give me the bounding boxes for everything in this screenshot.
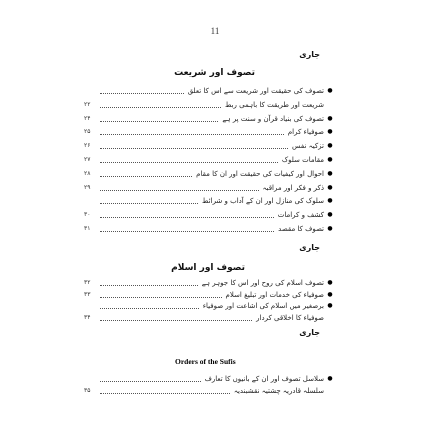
toc-entry-page: ۳۲ — [84, 280, 91, 286]
toc-entry-title: سلوک کی منازل اور ان کے آداب و شرائط — [202, 197, 324, 206]
dot-leader — [100, 116, 218, 122]
bullet-icon: ● — [327, 128, 333, 136]
toc-entry-page: ۳۴ — [84, 314, 91, 321]
toc-entry-title: شریعت اور طریقت کا باہمی ربط — [224, 100, 324, 109]
bullet-icon: ● — [327, 156, 333, 163]
toc-entry-page: ۳۱ — [84, 226, 91, 232]
dot-leader — [100, 226, 274, 232]
bullet-icon: ● — [327, 183, 333, 191]
dot-leader — [100, 303, 199, 309]
dot-leader — [100, 376, 201, 382]
toc-entry-title: ذکر و فکر اور مراقبہ — [262, 183, 324, 192]
toc-entry-title: سلسلہ قادریہ چشتیہ نقشبندیہ — [233, 386, 324, 395]
toc-entry-title: سلاسل تصوف اور ان کے بانیوں کا تعارف — [204, 375, 324, 383]
toc-entry-title: تزکیہ نفس — [292, 142, 324, 151]
toc-entry-title: احوال اور کیفیات کی حقیقت اور ان کا مقام — [196, 169, 324, 178]
toc-entry — [84, 278, 334, 288]
bullet-icon: ● — [327, 290, 333, 298]
toc-entry — [84, 290, 334, 300]
toc-entry — [84, 210, 334, 220]
toc-entry — [84, 224, 334, 234]
bullet-icon: ● — [327, 197, 333, 205]
toc-entry-page: ۲۵ — [84, 129, 91, 136]
page-number: 11 — [210, 26, 220, 36]
toc-entry-page: ۲۲ — [84, 101, 91, 108]
toc-entry-title: تصوف کا مقصد — [278, 225, 324, 233]
toc-entry-page: ۲۶ — [84, 143, 91, 150]
bullet-icon: ● — [327, 169, 333, 177]
toc-entry — [84, 183, 334, 193]
dot-leader — [100, 292, 222, 298]
toc-entry-title: برصغیر میں اسلام کی اشاعت اور صوفیاء — [202, 302, 324, 310]
toc-entry — [84, 374, 334, 384]
dot-leader — [100, 280, 198, 286]
dot-leader — [100, 388, 230, 394]
dot-leader — [100, 157, 278, 163]
dot-leader — [100, 185, 259, 191]
dot-leader — [100, 171, 192, 177]
dot-leader — [100, 102, 221, 108]
section-heading: تصوف اور اسلام — [171, 263, 245, 273]
bullet-icon: ● — [327, 211, 333, 219]
toc-entry-page: ۳۰ — [84, 212, 91, 219]
toc-entry-page: ۲۹ — [84, 184, 91, 191]
toc-entry-page: ۳۵ — [84, 387, 91, 394]
toc-entry — [84, 155, 334, 165]
toc-entry-title: تصوف کی بنیاد قرآن و سنت پر ہے — [222, 114, 324, 123]
section-heading-english: Orders of the Sufis — [175, 357, 236, 366]
dot-leader — [100, 212, 274, 218]
bullet-icon: ● — [327, 114, 333, 122]
toc-entry-title: مقامات سلوک — [281, 156, 324, 164]
bullet-icon: ● — [327, 302, 333, 309]
dot-leader — [100, 143, 288, 149]
toc-entry — [84, 86, 334, 96]
dot-leader — [100, 198, 198, 204]
toc-entry — [84, 141, 334, 151]
bullet-icon: ● — [327, 279, 333, 286]
bullet-icon: ● — [327, 142, 333, 150]
toc-entry — [84, 114, 334, 124]
toc-entry-title: صوفیاء کا اخلاقی کردار — [256, 313, 324, 322]
dot-leader — [100, 315, 252, 321]
toc-entry-title: تصوف اسلام کی روح اور اس کا جوہر ہے — [201, 279, 324, 287]
toc-entry-page: ۲۸ — [84, 170, 91, 177]
bullet-icon: ● — [327, 225, 333, 232]
section-end-tag: جاری — [299, 328, 320, 337]
section-end-tag: جاری — [299, 243, 320, 252]
toc-entry — [84, 386, 334, 396]
toc-entry-title: صوفیاء کی خدمات اور تبلیغ اسلام — [225, 290, 324, 299]
toc-entry — [84, 196, 334, 206]
toc-entry-page: ۲۴ — [84, 115, 91, 122]
toc-entry-page: ۲۷ — [84, 157, 91, 163]
toc-entry — [84, 301, 334, 311]
toc-entry-page: ۳۳ — [84, 291, 91, 298]
dot-leader — [100, 88, 184, 94]
section-heading: تصوف اور شریعت — [174, 68, 255, 78]
section-continuation-tag: جاری — [299, 50, 320, 59]
dot-leader — [100, 129, 284, 135]
bullet-icon: ● — [327, 87, 333, 94]
toc-entry — [84, 313, 334, 323]
toc-entry-title: صوفیاء کرام — [287, 128, 324, 137]
toc-entry — [84, 169, 334, 179]
toc-entry-title: کشف و کرامات — [277, 211, 324, 220]
bullet-icon: ● — [327, 375, 333, 382]
toc-entry — [84, 127, 334, 137]
toc-entry-title: تصوف کی حقیقت اور شریعت سے اس کا تعلق — [187, 87, 324, 95]
toc-entry — [84, 100, 334, 110]
